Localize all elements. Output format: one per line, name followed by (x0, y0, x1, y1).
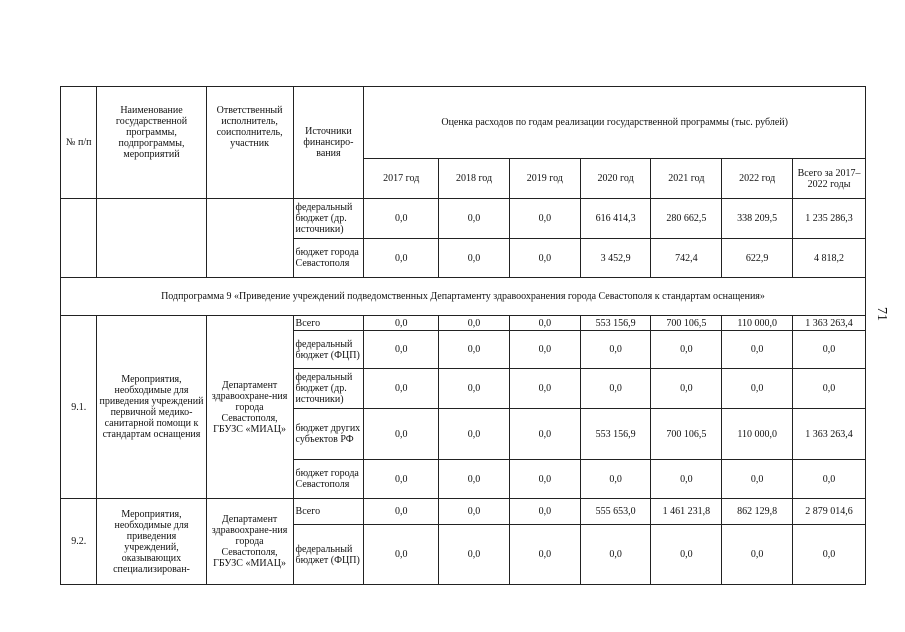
item-number: 9.2. (61, 499, 97, 585)
value-cell: 1 363 263,4 (793, 409, 866, 460)
value-cell: 553 156,9 (580, 409, 651, 460)
value-cell: 0,0 (651, 369, 722, 409)
value-cell: 0,0 (439, 199, 510, 239)
value-cell: 0,0 (509, 460, 580, 499)
table-row (61, 199, 866, 239)
header-name: Наименование государственной программы, подпрограммы, мероприятий (97, 87, 206, 199)
source-cell: Всего (293, 499, 364, 525)
value-cell: 0,0 (509, 409, 580, 460)
source-cell: федеральный бюджет (др. источники) (293, 369, 364, 409)
header-responsible: Ответственный исполнитель, соисполнитель, участник (206, 87, 293, 199)
value-cell: 0,0 (651, 460, 722, 499)
budget-table (60, 86, 866, 585)
subprogram-title: Подпрограмма 9 «Приведение учреждений подведомственных Департаменту здравоохранения города Севастополя к стандартам оснащения» (61, 278, 866, 316)
value-cell: 0,0 (364, 460, 439, 499)
value-cell: 3 452,9 (580, 239, 651, 278)
subprogram-row (61, 278, 866, 316)
value-cell: 0,0 (364, 316, 439, 331)
value-cell: 700 106,5 (651, 409, 722, 460)
value-cell: 110 000,0 (722, 409, 793, 460)
value-cell: 616 414,3 (580, 199, 651, 239)
value-cell: 0,0 (439, 499, 510, 525)
value-cell: 0,0 (509, 239, 580, 278)
value-cell: 862 129,8 (722, 499, 793, 525)
value-cell: 622,9 (722, 239, 793, 278)
header-year: 2017 год (364, 159, 439, 199)
value-cell: 0,0 (580, 525, 651, 585)
value-cell: 0,0 (364, 499, 439, 525)
value-cell: 0,0 (364, 409, 439, 460)
source-cell: Всего (293, 316, 364, 331)
value-cell: 0,0 (439, 239, 510, 278)
header-num: № п/п (61, 87, 97, 199)
value-cell: 0,0 (439, 331, 510, 369)
value-cell: 0,0 (509, 369, 580, 409)
source-cell: бюджет города Севастополя (293, 239, 364, 278)
header-year: 2021 год (651, 159, 722, 199)
header-estimate: Оценка расходов по годам реализации государственной программы (тыс. рублей) (364, 87, 866, 159)
value-cell: 0,0 (509, 331, 580, 369)
value-cell: 555 653,0 (580, 499, 651, 525)
value-cell: 1 461 231,8 (651, 499, 722, 525)
header-sources: Источники финансиро-вания (293, 87, 364, 199)
source-cell: федеральный бюджет (др. источники) (293, 199, 364, 239)
source-cell: бюджет других субъектов РФ (293, 409, 364, 460)
value-cell: 1 235 286,3 (793, 199, 866, 239)
value-cell: 0,0 (793, 369, 866, 409)
value-cell: 0,0 (364, 239, 439, 278)
value-cell: 0,0 (722, 369, 793, 409)
value-cell: 1 363 263,4 (793, 316, 866, 331)
value-cell: 0,0 (580, 460, 651, 499)
header-year: 2019 год (509, 159, 580, 199)
header-year: 2020 год (580, 159, 651, 199)
table-row (61, 499, 866, 525)
value-cell: 0,0 (793, 460, 866, 499)
value-cell: 0,0 (722, 460, 793, 499)
value-cell: 280 662,5 (651, 199, 722, 239)
item-responsible: Департамент здравоохране-ния города Севастополя, ГБУЗС «МИАЦ» (206, 316, 293, 499)
value-cell: 0,0 (364, 331, 439, 369)
value-cell: 0,0 (509, 499, 580, 525)
value-cell: 0,0 (439, 316, 510, 331)
value-cell: 2 879 014,6 (793, 499, 866, 525)
value-cell: 0,0 (364, 369, 439, 409)
item-responsible: Департамент здравоохране-ния города Севастополя, ГБУЗС «МИАЦ» (206, 499, 293, 585)
value-cell: 0,0 (509, 525, 580, 585)
value-cell: 0,0 (439, 369, 510, 409)
value-cell: 0,0 (580, 369, 651, 409)
empty-cell (97, 199, 206, 278)
value-cell: 0,0 (793, 331, 866, 369)
value-cell: 0,0 (509, 316, 580, 331)
empty-cell (206, 199, 293, 278)
value-cell: 0,0 (439, 460, 510, 499)
value-cell: 742,4 (651, 239, 722, 278)
item-number: 9.1. (61, 316, 97, 499)
source-cell: бюджет города Севастополя (293, 460, 364, 499)
header-year: 2018 год (439, 159, 510, 199)
value-cell: 0,0 (722, 331, 793, 369)
value-cell: 553 156,9 (580, 316, 651, 331)
value-cell: 700 106,5 (651, 316, 722, 331)
value-cell: 0,0 (509, 199, 580, 239)
value-cell: 0,0 (439, 409, 510, 460)
value-cell: 0,0 (651, 331, 722, 369)
item-name: Мероприятия, необходимые для приведения учреждений первичной медико-санитарной помощи к стандартам оснащения (97, 316, 206, 499)
value-cell: 0,0 (439, 525, 510, 585)
value-cell: 0,0 (364, 199, 439, 239)
value-cell: 0,0 (793, 525, 866, 585)
header-year: 2022 год (722, 159, 793, 199)
value-cell: 0,0 (580, 331, 651, 369)
value-cell: 110 000,0 (722, 316, 793, 331)
value-cell: 4 818,2 (793, 239, 866, 278)
value-cell: 0,0 (364, 525, 439, 585)
value-cell: 0,0 (651, 525, 722, 585)
header-total: Всего за 2017–2022 годы (793, 159, 866, 199)
empty-cell (61, 199, 97, 278)
page-number: 71 (874, 307, 889, 321)
item-name: Мероприятия, необходимые для приведения учреждений, оказывающих специализирован- (97, 499, 206, 585)
value-cell: 338 209,5 (722, 199, 793, 239)
source-cell: федеральный бюджет (ФЦП) (293, 525, 364, 585)
table-row (61, 316, 866, 331)
source-cell: федеральный бюджет (ФЦП) (293, 331, 364, 369)
value-cell: 0,0 (722, 525, 793, 585)
